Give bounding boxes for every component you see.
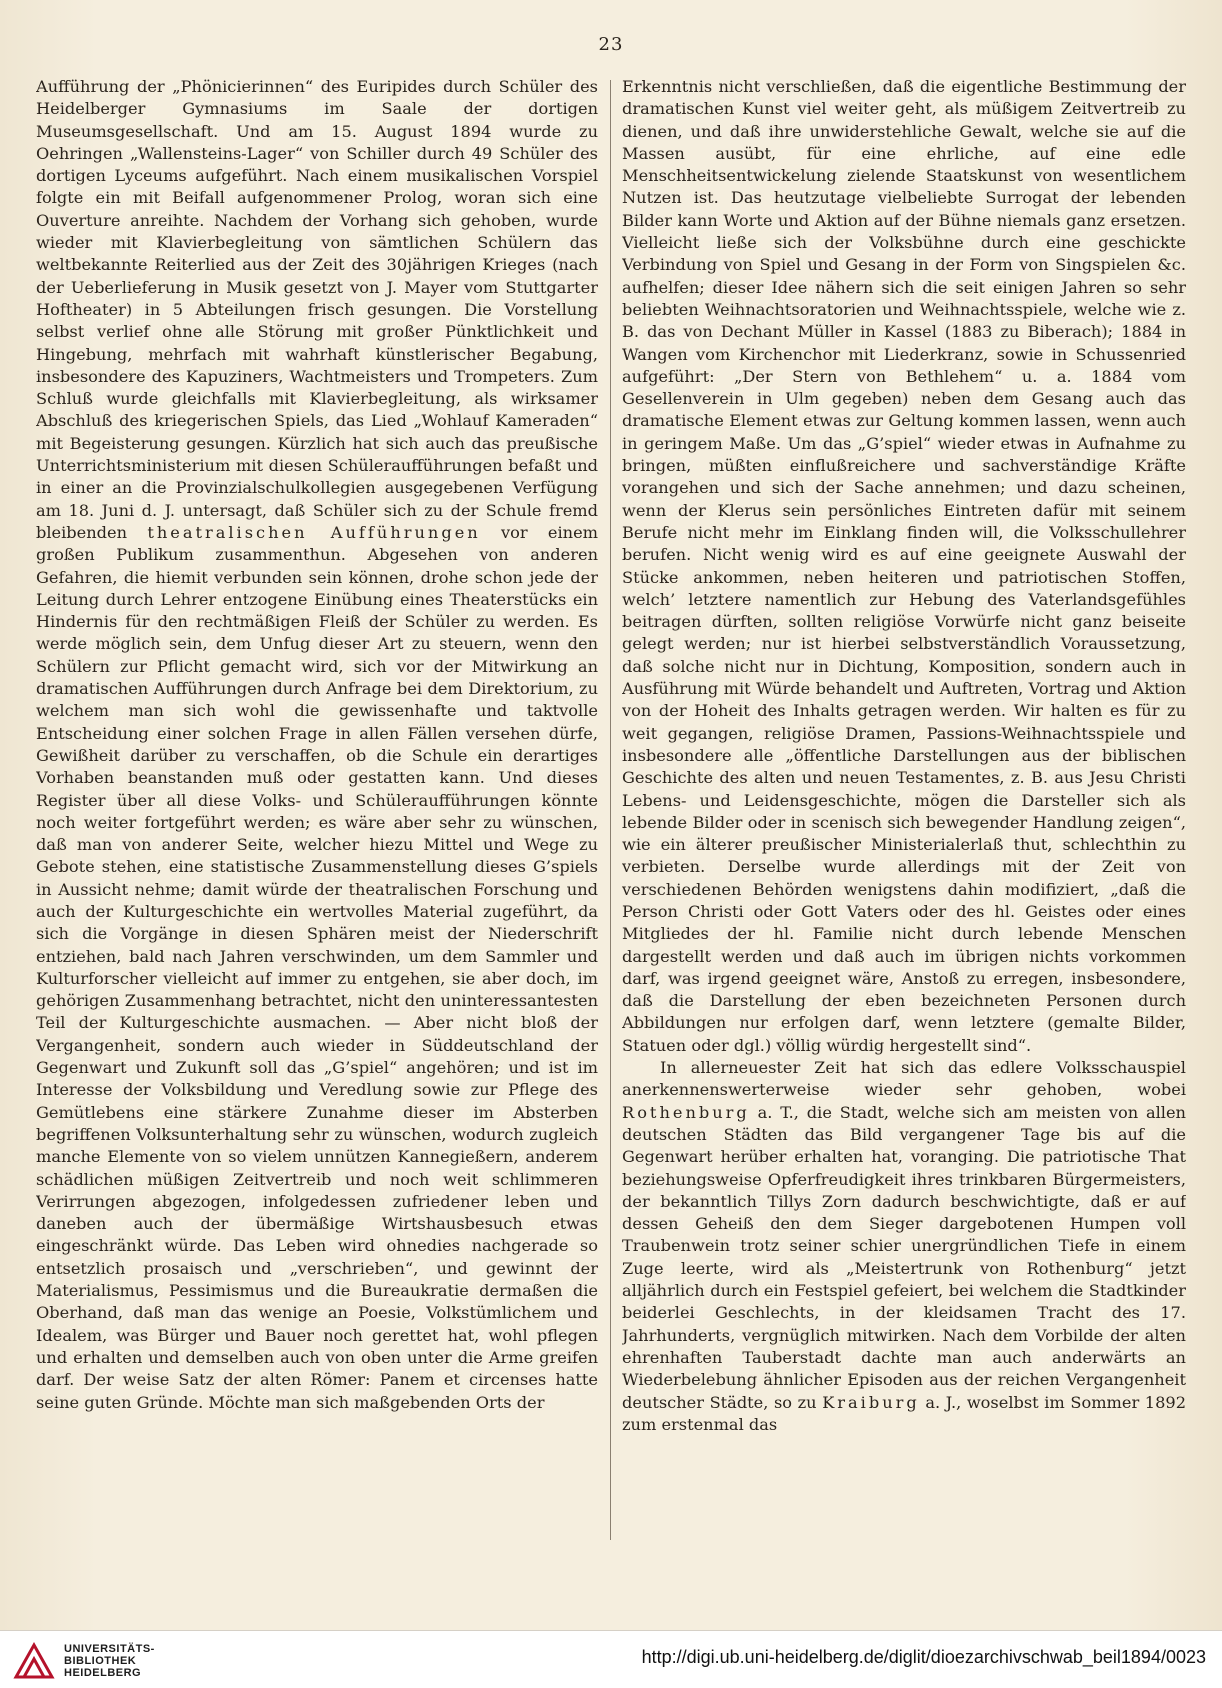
page-number: 23 <box>598 34 624 55</box>
library-name-line-2: BIBLIOTHEK <box>64 1655 137 1667</box>
left-spaced-text: theatralischen Aufführungen <box>147 522 481 542</box>
university-library-logo-icon[interactable] <box>12 1639 56 1681</box>
column-divider <box>610 80 611 1540</box>
right-text-end: a. J., woselbst im Sommer 1892 zum erstenmal das <box>622 1392 1186 1434</box>
library-name-line-1: UNIVERSITÄTS- <box>64 1643 155 1655</box>
right-paragraph-1: Erkenntnis nicht verschließen, daß die eigentliche Bestimmung der dramatischen Kunst viel weiter geht, als müßigem Zeitvertreib zu dienen, und daß ihre unwiderstehliche Gewalt, welche sie auf die Massen ausübt, für eine ehrliche, auf eine edle Menschheitsentwickelung zielende Staatskunst von wesentlichem Nutzen ist. Das heutzutage vielbeliebte Surrogat der lebenden Bilder kann Worte und Aktion auf der Bühne niemals ganz ersetzen. Vielleicht ließe sich der Volksbühne durch eine geschickte Verbindung von Spiel und Gesang in der Form von Singspielen &c. aufhelfen; dieser Idee nähern sich die seit einigen Jahren so sehr beliebten Weihnachtsoratorien und Weihnachtsspiele, welche wie z. B. das von Dechant Müller in Kassel (1883 zu Biberach); 1884 in Wangen vom Kirchenchor mit Liederkranz, sowie in Schussenried aufgeführt: „Der Stern von Bethlehem“ u. a. 1884 vom Gesellenverein in Ulm gegeben) neben dem Gesang auch das dramatische Element etwas zur Geltung kommen lassen, wenn auch in geringem Maße. Um das „G’spiel“ wieder etwas in Aufnahme zu bringen, müßten einflußreichere und sachverständige Kräfte vorangehen und sich der Sache annehmen; und dazu scheinen, wenn der Klerus sein persönliches Eintreten dafür mit seinem Berufe nicht mehr im Einklang finden will, die Volksschullehrer berufen. Nicht wenig wird es auf eine geeignete Auswahl der Stücke ankommen, neben heiteren und patriotischen Stoffen, welch’ letztere namentlich zur Hebung des Vaterlandsgefühles beitragen dürften, sollten religiöse Vorwürfe nicht ganz beiseite gelegt werden; nur ist hierbei selbstverständlich Voraussetzung, daß solche nicht nur in Dichtung, Komposition, sondern auch in Ausführung mit Würde behandelt und Auftreten, Vortrag und Aktion von der Hoheit des Inhalts getragen werden. Wir halten es für zu weit gegangen, religiöse Dramen, Passions-Weihnachtsspiele und insbesondere alle „öffentliche Darstellungen aus der biblischen Geschichte des alten und neuen Testamentes, z. B. aus Jesu Christi Lebens- und Leidensgeschichte, mögen die Darsteller sich als lebende Bilder oder in scenisch sich bewegender Handlung zeigen“, wie ein älterer preußischer Ministerialerlaß thut, schlechthin zu verbieten. Derselbe wurde allerdings mit der Zeit von verschiedenen Behörden wenigstens dahin modifiziert, „daß die Person Christi oder Gott Vaters oder des hl. Geistes oder eines Mitgliedes der hl. Familie nicht durch lebende Menschen dargestellt werden und daß auch im übrigen nichts vorkommen darf, was irgend geeignet wäre, Anstoß zu erregen, insbesondere, daß die Darstellung der eben bezeichneten Personen durch Abbildungen nur erfolgen darf, wenn letztere (gemalte Bilder, Statuen oder dgl.) völlig würdig hergestellt sind“. <box>622 77 1186 1055</box>
right-column <box>622 76 1186 1546</box>
right-spaced-kraiburg: Kraiburg <box>822 1392 920 1412</box>
left-text-1: Aufführung der „Phönicierinnen“ des Euripides durch Schüler des Heidelberger Gymnasiums im Saale der dortigen Museumsgesellschaft. Und am 15. August 1894 wurde zu Oehringen „Wallensteins-Lager“ von Schiller durch 49 Schüler des dortigen Lyceums aufgeführt. Nach einem musikalischen Vorspiel folgte ein mit Beifall aufgenommener Prolog, woran sich eine Ouverture anreihte. Nachdem der Vorhang sich gehoben, wurde wieder mit Klavierbegleitung von sämtlichen Schülern das weltbekannte Reiterlied aus der Zeit des 30jährigen Krieges (nach der Ueberlieferung in Musik gesetzt von J. Mayer vom Stuttgarter Hoftheater) in 5 Abteilungen frisch gesungen. Die Vorstellung selbst verlief ohne alle Störung mit großer Pünktlichkeit und Hingebung, mehrfach mit wahrhaft künstlerischer Begabung, insbesondere des Kapuziners, Wachtmeisters und Trompeters. Zum Schluß wurde gleichfalls mit Klavierbegleitung, als wirksamer Abschluß des kriegerischen Spiels, das Lied „Wohlauf Kameraden“ mit Begeisterung gesungen. Kürzlich hat sich auch das preußische Unterrichtsministerium mit diesen Schüleraufführungen befaßt und in einer an die Provinzialschulkollegien ausgegebenen Verfügung am 18. Juni d. J. untersagt, daß Schüler sich zu der Schule fremd bleibenden <box>36 77 598 542</box>
right-paragraph-2 <box>622 1057 1186 1436</box>
right-text-mid: a. T., die Stadt, welche sich am meisten von allen deutschen Städten das Bild vergangener Tage bis auf die Gegenwart herüber erhalten hat, voranging. Die patriotische That beziehungsweise Opferfreudigkeit ihres trinkbaren Bürgermeisters, der bekanntlich Tillys Zorn dadurch beschwichtigte, daß er auf dessen Geheiß den dem Sieger dargebotenen Humpen voll Traubenwein trotz seiner schier unergründlichen Tiefe in einem Zuge leerte, wird als „Meistertrunk von Rothenburg“ jetzt alljährlich durch ein Festspiel gefeiert, bei welchem die Stadtkinder beiderlei Geschlechts, in der kleidsamen Tracht des 17. Jahrhunderts, vergnüglich mitwirken. Nach dem Vorbilde der alten ehrenhaften Tauberstadt dachte man auch anderwärts an Wiederbelebung ähnlicher Episoden aus der reichen Vergangenheit deutscher Städte, so zu <box>622 1102 1186 1412</box>
right-text-start: In allerneuester Zeit hat sich das edlere Volksschauspiel anerkennenswerterweise wieder sehr gehoben, wobei <box>622 1058 1186 1100</box>
viewer-footer <box>0 1630 1222 1688</box>
library-name <box>64 1643 155 1679</box>
permalink-url[interactable]: http://digi.ub.uni-heidelberg.de/diglit/dioezarchivschwab_beil1894/0023 <box>641 1647 1206 1667</box>
left-paragraph <box>36 76 598 1414</box>
left-text-2: vor einem großen Publikum zusammenthun. Abgesehen von anderen Gefahren, die hiemit verbunden sein können, drohe schon jede der Leitung durch Lehrer entzogene Einübung eines Theaterstücks ein Hindernis für den rechtmäßigen Fleiß der Schüler zu werden. Es werde möglich sein, dem Unfug dieser Art zu steuern, wenn den Schülern zur Pflicht gemacht wird, sich vor der Mitwirkung an dramatischen Aufführungen durch Anfrage bei dem Direktorium, zu welchem man sich wohl die gewissenhafte und taktvolle Entscheidung einer solchen Frage in allen Fällen versehen dürfe, Gewißheit darüber zu verschaffen, ob die Schule ein derartiges Vorhaben beanstanden muß oder gestatten kann. Und dieses Register über all diese Volks- und Schüleraufführungen könnte noch weiter fortgeführt werden; es wäre aber sehr zu wünschen, daß man von anderer Seite, welcher hiezu Mittel und Wege zu Gebote stehen, eine statistische Zusammenstellung dieses G’spiels in Aussicht nehme; damit würde der theatralischen Forschung und auch der Kulturgeschichte ein wertvolles Material zugeführt, da sich die Vorgänge in diesen Sphären meist der Niederschrift entziehen, bald nach Jahren verschwinden, um dem Sammler und Kulturforscher vielleicht auf immer zu entgehen, sie aber doch, im gehörigen Zusammenhang betrachtet, nicht den uninteressantesten Teil der Kulturgeschichte ausmachen. — Aber nicht bloß der Vergangenheit, sondern auch wieder in Süddeutschland der Gegenwart und Zukunft soll das „G’spiel“ angehören; und ist im Interesse der Volksbildung und Veredlung sowie zur Pflege des Gemütlebens eine stärkere Zunahme dieser im Absterben begriffenen Volksunterhaltung sehr zu wünschen, wodurch zugleich manche Elemente von so vielem unnützen Kannegießern, anderem schädlichen müßigen Zeitvertreib und noch weit schlimmeren Verirrungen abgezogen, infolgedessen zufriedener leben und daneben auch der übermäßige Wirtshausbesuch etwas eingeschränkt würde. Das Leben wird ohnedies nachgerade so entsetzlich prosaisch und „verschrieben“, und gewinnt der Materialismus, Pessimismus und die Bureaukratie dermaßen die Oberhand, daß man das wenige an Poesie, Volkstümlichem und Idealem, was Bürger und Bauer noch gerettet hat, wohl pflegen und erhalten und demselben auch von oben unter die Arme greifen darf. Der weise Satz der alten Römer: Panem et circenses hatte seine guten Gründe. Möchte man sich maßgebenden Orts der <box>36 522 598 1412</box>
left-column <box>36 76 598 1546</box>
library-name-line-3: HEIDELBERG <box>64 1667 142 1679</box>
right-spaced-rothenburg: Rothenburg <box>622 1102 750 1122</box>
